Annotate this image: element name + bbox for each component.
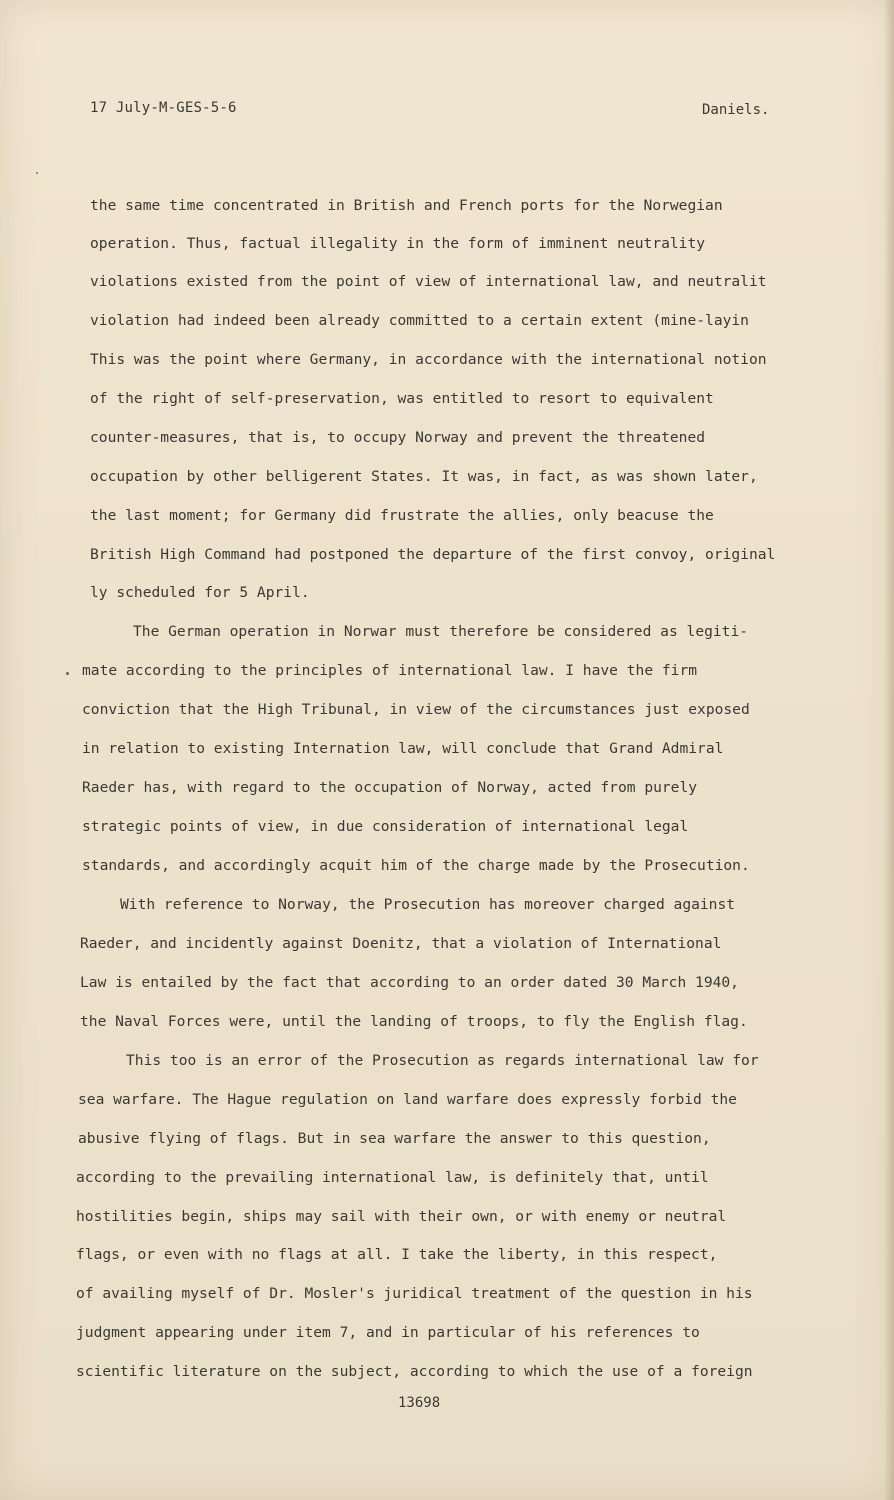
text-line: the Naval Forces were, until the landing of troops, to fly the English flag.	[80, 1013, 748, 1030]
text-line: strategic points of view, in due consideration of international legal	[82, 818, 689, 835]
text-line: This too is an error of the Prosecution as regards international law for	[126, 1052, 759, 1069]
text-line: standards, and accordingly acquit him of the charge made by the Prosecution.	[82, 857, 750, 874]
text-line: occupation by other belligerent States. It was, in fact, as was shown later,	[90, 468, 758, 485]
page-number: 13698	[398, 1395, 441, 1411]
text-line: This was the point where Germany, in accordance with the international notion	[90, 351, 767, 368]
text-line: With reference to Norway, the Prosecution has moreover charged against	[120, 896, 736, 913]
text-line: of the right of self-preservation, was entitled to resort to equivalent	[90, 390, 714, 407]
text-line: ly scheduled for 5 April.	[90, 584, 310, 601]
text-line: sea warfare. The Hague regulation on land warfare does expressly forbid the	[78, 1091, 737, 1108]
text-line: the last moment; for Germany did frustrate the allies, only beacuse the	[90, 507, 714, 524]
text-line: Law is entailed by the fact that according to an order dated 30 March 1940,	[80, 974, 739, 991]
text-line: violation had indeed been already committed to a certain extent (mine-layin	[90, 312, 749, 329]
text-line: British High Command had postponed the departure of the first convoy, original	[90, 546, 776, 563]
text-line: hostilities begin, ships may sail with their own, or with enemy or neutral	[76, 1208, 727, 1225]
text-line: judgment appearing under item 7, and in particular of his references to	[76, 1324, 700, 1341]
document-reference: 17 July-M-GES-5-6	[90, 100, 237, 116]
text-line: in relation to existing Internation law, will conclude that Grand Admiral	[82, 740, 724, 757]
text-line: abusive flying of flags. But in sea warfare the answer to this question,	[78, 1130, 711, 1147]
text-line: Raeder, and incidently against Doenitz, that a violation of International	[80, 935, 722, 952]
text-line: the same time concentrated in British and French ports for the Norwegian	[90, 197, 723, 214]
speaker-name: Daniels.	[702, 102, 770, 118]
text-line: flags, or even with no flags at all. I take the liberty, in this respect,	[76, 1246, 718, 1263]
text-line: operation. Thus, factual illegality in the form of imminent neutrality	[90, 235, 706, 252]
text-line: according to the prevailing international law, is definitely that, until	[76, 1169, 709, 1186]
text-line: scientific literature on the subject, according to which the use of a foreign	[76, 1363, 753, 1380]
text-line: of availing myself of Dr. Mosler's juridical treatment of the question in his	[76, 1285, 753, 1302]
text-line: mate according to the principles of international law. I have the firm	[82, 662, 698, 679]
text-line: The German operation in Norwar must therefore be considered as legiti-	[133, 623, 749, 640]
text-line: Raeder has, with regard to the occupation of Norway, acted from purely	[82, 779, 698, 796]
text-line: conviction that the High Tribunal, in view of the circumstances just exposed	[82, 701, 750, 718]
text-line: violations existed from the point of view of international law, and neutralit	[90, 273, 767, 290]
text-line: counter-measures, that is, to occupy Norway and prevent the threatened	[90, 429, 706, 446]
